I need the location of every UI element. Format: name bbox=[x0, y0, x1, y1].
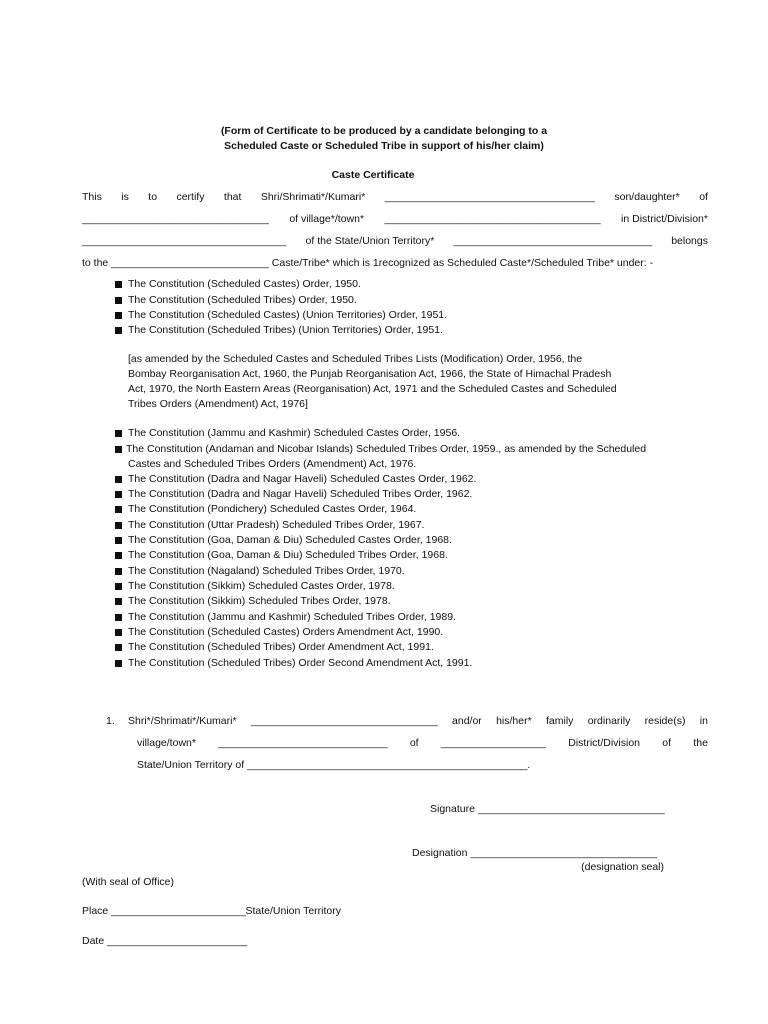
amended-text: [as amended by the Scheduled Castes and Scheduled Tribes Lists (Modification) Order, 1956, the bbox=[128, 353, 583, 365]
office-seal-label: (With seal of Office) bbox=[82, 876, 174, 888]
clause-word: family bbox=[546, 715, 574, 727]
name-blank: ____________________________________ bbox=[384, 191, 595, 203]
intro-line-2 bbox=[82, 213, 708, 225]
amended-line-3: Act, 1970, the North Eastern Areas (Reorganisation) Act, 1971 and the Scheduled Castes and Scheduled bbox=[128, 383, 617, 395]
bullet-icon bbox=[115, 629, 122, 636]
clause-word: District/Division bbox=[568, 737, 641, 749]
intro-word: that bbox=[223, 191, 242, 203]
blank-field: __________________ bbox=[440, 737, 546, 749]
intro-phrase: of the State/Union Territory* bbox=[305, 235, 435, 247]
bullet-icon bbox=[115, 644, 122, 651]
bullet-icon bbox=[115, 312, 122, 319]
clause-word: ordinarily bbox=[587, 715, 631, 727]
blank-field: _____________________________________ bbox=[384, 213, 601, 225]
clause-word: village/town* bbox=[137, 737, 196, 749]
bullet-icon bbox=[115, 568, 122, 575]
list-item: The Constitution (Dadra and Nagar Haveli) Scheduled Castes Order, 1962. bbox=[128, 473, 477, 485]
intro-word: certify bbox=[176, 191, 205, 203]
bullet-icon bbox=[115, 506, 122, 513]
list-item: The Constitution (Jammu and Kashmir) Scheduled Castes Order, 1956. bbox=[128, 427, 461, 439]
form-heading-line1: (Form of Certificate to be produced by a candidate belonging to a bbox=[220, 125, 548, 137]
bullet-icon bbox=[115, 598, 122, 605]
amended-line-4: Tribes Orders (Amendment) Act, 1976] bbox=[128, 398, 308, 410]
intro-word: This bbox=[82, 191, 102, 203]
bullet-icon bbox=[115, 446, 122, 453]
form-heading-line2: Scheduled Caste or Scheduled Tribe in support of his/her claim) bbox=[224, 140, 544, 152]
blank-field: __________________________________ bbox=[453, 235, 653, 247]
date-line: Date ________________________ bbox=[82, 935, 248, 947]
bullet-icon bbox=[115, 430, 122, 437]
list-item: The Constitution (Goa, Daman & Diu) Scheduled Castes Order, 1968. bbox=[128, 534, 452, 546]
intro-phrase: in District/Division* bbox=[621, 213, 708, 225]
clause-number: 1. bbox=[106, 715, 115, 727]
list-item: The Constitution (Pondichery) Scheduled Castes Order, 1964. bbox=[128, 503, 417, 515]
amended-line-2: Bombay Reorganisation Act, 1960, the Punjab Reorganisation Act, 1966, the State of Himachal Pradesh bbox=[128, 368, 612, 380]
intro-word: son/daughter* bbox=[614, 191, 680, 203]
bullet-icon bbox=[115, 522, 122, 529]
list-item: The Constitution (Scheduled Tribes) Order Amendment Act, 1991. bbox=[128, 641, 434, 653]
intro-word: is bbox=[121, 191, 129, 203]
intro-word: to bbox=[148, 191, 158, 203]
clause-line-3: State/Union Territory of ________________________________________________. bbox=[137, 759, 531, 771]
bullet-icon bbox=[115, 297, 122, 304]
list-item: The Constitution (Nagaland) Scheduled Tribes Order, 1970. bbox=[128, 565, 405, 577]
clause-word: his/her* bbox=[496, 715, 532, 727]
list-item: The Constitution (Andaman and Nicobar Islands) Scheduled Tribes Order, 1959., as amended by the Scheduled bbox=[126, 443, 647, 455]
bullet-icon bbox=[115, 660, 122, 667]
place-line: Place _______________________State/Union Territory bbox=[82, 905, 342, 917]
intro-line-3 bbox=[82, 235, 708, 247]
intro-phrase: belongs bbox=[671, 235, 708, 247]
list-item: The Constitution (Uttar Pradesh) Scheduled Tribes Order, 1967. bbox=[128, 519, 425, 531]
bullet-icon bbox=[115, 537, 122, 544]
clause-word: the bbox=[693, 737, 708, 749]
clause-word: in bbox=[699, 715, 708, 727]
bullet-icon bbox=[115, 491, 122, 498]
clause-word: reside(s) bbox=[644, 715, 686, 727]
bullet-icon bbox=[115, 476, 122, 483]
list-item: The Constitution (Jammu and Kashmir) Scheduled Tribes Order, 1989. bbox=[128, 611, 456, 623]
list-item: The Constitution (Scheduled Castes) Order, 1950. bbox=[128, 278, 361, 290]
intro-line-4: to the ___________________________ Caste/Tribe* which is 1recognized as Scheduled Caste*/Scheduled Tribe* under: - bbox=[82, 257, 654, 269]
amended-line-1 bbox=[128, 353, 661, 365]
blank-field: _____________________________ bbox=[218, 737, 388, 749]
list-item: The Constitution (Sikkim) Scheduled Tribes Order, 1978. bbox=[128, 595, 391, 607]
clause-word: of bbox=[662, 737, 672, 749]
intro-word: Shri/Shrimati*/Kumari* bbox=[260, 191, 366, 203]
bullet-icon bbox=[115, 281, 122, 288]
intro-phrase: of village*/town* bbox=[289, 213, 365, 225]
list-item: The Constitution (Scheduled Tribes) (Union Territories) Order, 1951. bbox=[128, 324, 443, 336]
blank-field: ________________________________ bbox=[82, 213, 269, 225]
list-item: The Constitution (Scheduled Tribes) Order Second Amendment Act, 1991. bbox=[128, 657, 473, 669]
page-title: Caste Certificate bbox=[331, 169, 415, 181]
designation-line: Designation ________________________________ bbox=[412, 847, 658, 859]
list-item: The Constitution (Dadra and Nagar Haveli) Scheduled Tribes Order, 1962. bbox=[128, 488, 473, 500]
bullet-icon bbox=[115, 327, 122, 334]
list-item: The Constitution (Scheduled Tribes) Order, 1950. bbox=[128, 294, 357, 306]
list-item-continuation: Castes and Scheduled Tribes Orders (Amendment) Act, 1976. bbox=[128, 458, 417, 470]
clause-word: and/or bbox=[452, 715, 482, 727]
list-item: The Constitution (Goa, Daman & Diu) Scheduled Tribes Order, 1968. bbox=[128, 549, 448, 561]
bullet-icon bbox=[115, 552, 122, 559]
list-item: The Constitution (Scheduled Castes) Orders Amendment Act, 1990. bbox=[128, 626, 444, 638]
list-item: The Constitution (Sikkim) Scheduled Castes Order, 1978. bbox=[128, 580, 395, 592]
bullet-icon bbox=[115, 614, 122, 621]
signature-line: Signature ________________________________ bbox=[430, 803, 665, 815]
blank-field: ________________________________ bbox=[250, 715, 438, 727]
clause-word: Shri*/Shrimati*/Kumari* bbox=[128, 715, 237, 727]
bullet-icon bbox=[115, 583, 122, 590]
clause-line-1 bbox=[128, 715, 708, 727]
clause-line-2 bbox=[137, 737, 708, 749]
intro-word: of bbox=[699, 191, 708, 203]
blank-field: ___________________________________ bbox=[82, 235, 287, 247]
intro-line-1 bbox=[82, 191, 708, 203]
designation-seal-label: (designation seal) bbox=[581, 861, 664, 873]
clause-word: of bbox=[409, 737, 419, 749]
list-item: The Constitution (Scheduled Castes) (Union Territories) Order, 1951. bbox=[128, 309, 448, 321]
